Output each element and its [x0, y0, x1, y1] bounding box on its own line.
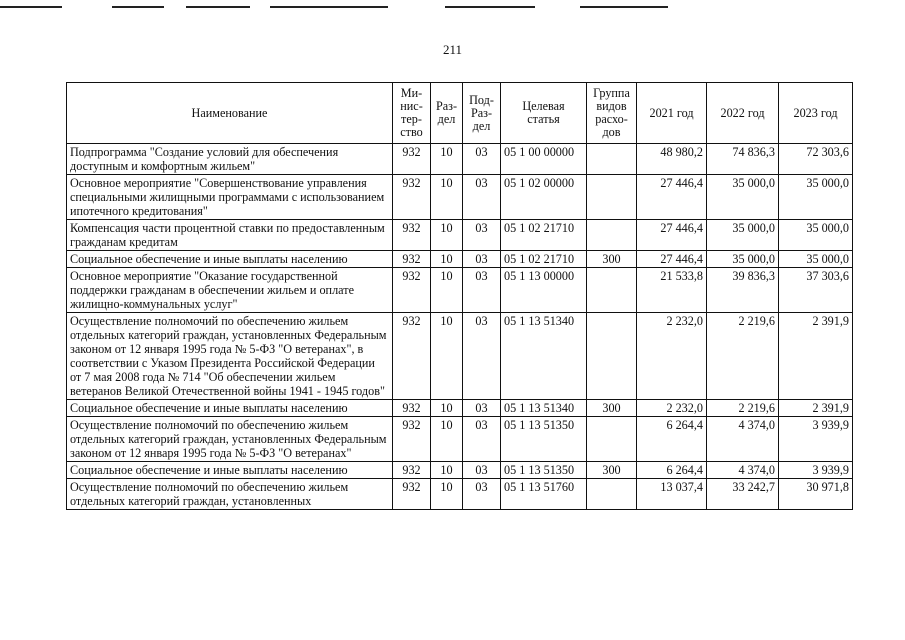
header-ministry-line: Ми- — [400, 86, 423, 100]
header-group-line: видов — [596, 99, 627, 113]
page-number: 211 — [442, 42, 463, 57]
header-ministry — [393, 83, 431, 144]
header-2021: 2021 год — [637, 83, 707, 144]
row-2022: 35 000,0 — [707, 175, 779, 220]
row-subsection: 03 — [463, 462, 501, 479]
row-2021: 2 232,0 — [637, 400, 707, 417]
header-2023: 2023 год — [779, 83, 853, 144]
row-2023: 35 000,0 — [779, 175, 853, 220]
row-ministry: 932 — [393, 313, 431, 400]
row-section: 10 — [431, 462, 463, 479]
row-section: 10 — [431, 479, 463, 510]
row-subsection: 03 — [463, 313, 501, 400]
row-section: 10 — [431, 175, 463, 220]
row-group — [587, 175, 637, 220]
row-ministry: 932 — [393, 479, 431, 510]
row-name: Социальное обеспечение и иные выплаты населению — [67, 400, 393, 417]
row-group: 300 — [587, 251, 637, 268]
row-2021: 21 533,8 — [637, 268, 707, 313]
table-row — [67, 220, 853, 251]
row-2022: 35 000,0 — [707, 220, 779, 251]
header-group-line: дов — [602, 125, 621, 139]
header-group-line: Группа — [593, 86, 630, 100]
row-target: 05 1 02 21710 — [501, 251, 587, 268]
row-name: Основное мероприятие "Оказание государственной поддержки гражданам в обеспечении жильем и оплате жилищно-коммунальных услуг" — [67, 268, 393, 313]
header-name: Наименование — [67, 83, 393, 144]
row-group — [587, 268, 637, 313]
row-target: 05 1 00 00000 — [501, 144, 587, 175]
table-row — [67, 313, 853, 400]
row-name: Осуществление полномочий по обеспечению жильем отдельных категорий граждан, установленных — [67, 479, 393, 510]
header-ministry-line: ство — [400, 125, 423, 139]
table-row — [67, 251, 853, 268]
row-ministry: 932 — [393, 251, 431, 268]
row-subsection: 03 — [463, 175, 501, 220]
table-row — [67, 479, 853, 510]
scan-rule — [186, 6, 250, 8]
row-group — [587, 313, 637, 400]
row-ministry: 932 — [393, 268, 431, 313]
row-2023: 72 303,6 — [779, 144, 853, 175]
row-2022: 2 219,6 — [707, 400, 779, 417]
table-header-row — [67, 83, 853, 144]
header-subsection-line: Под- — [469, 92, 494, 107]
row-target: 05 1 13 51350 — [501, 417, 587, 462]
row-ministry: 932 — [393, 220, 431, 251]
row-subsection: 03 — [463, 268, 501, 313]
row-group — [587, 479, 637, 510]
row-name: Подпрограмма "Создание условий для обеспечения доступным и комфортным жильем" — [67, 144, 393, 175]
row-section: 10 — [431, 144, 463, 175]
row-2022: 33 242,7 — [707, 479, 779, 510]
row-2021: 27 446,4 — [637, 220, 707, 251]
table-row — [67, 268, 853, 313]
row-subsection: 03 — [463, 417, 501, 462]
row-target: 05 1 13 51760 — [501, 479, 587, 510]
row-target: 05 1 13 51340 — [501, 313, 587, 400]
row-2023: 2 391,9 — [779, 400, 853, 417]
row-target: 05 1 02 21710 — [501, 220, 587, 251]
row-group — [587, 144, 637, 175]
row-2023: 35 000,0 — [779, 251, 853, 268]
row-2022: 74 836,3 — [707, 144, 779, 175]
row-name: Осуществление полномочий по обеспечению жильем отдельных категорий граждан, установленных Федеральным законом от 12 января 1995 года № 5-ФЗ "О ветеранах" — [67, 417, 393, 462]
row-2021: 2 232,0 — [637, 313, 707, 400]
row-group — [587, 417, 637, 462]
row-section: 10 — [431, 220, 463, 251]
row-2022: 4 374,0 — [707, 417, 779, 462]
row-ministry: 932 — [393, 400, 431, 417]
row-2021: 13 037,4 — [637, 479, 707, 510]
row-2021: 6 264,4 — [637, 417, 707, 462]
header-target-line: статья — [527, 112, 560, 126]
header-subsection — [463, 83, 501, 144]
row-2023: 3 939,9 — [779, 462, 853, 479]
scan-rule — [580, 6, 668, 8]
row-2022: 39 836,3 — [707, 268, 779, 313]
row-section: 10 — [431, 400, 463, 417]
row-ministry: 932 — [393, 175, 431, 220]
header-section — [431, 83, 463, 144]
row-2023: 30 971,8 — [779, 479, 853, 510]
row-group — [587, 220, 637, 251]
row-section: 10 — [431, 313, 463, 400]
header-section-line: дел — [437, 112, 456, 126]
row-name: Социальное обеспечение и иные выплаты населению — [67, 251, 393, 268]
table-row — [67, 462, 853, 479]
row-ministry: 932 — [393, 462, 431, 479]
row-2022: 4 374,0 — [707, 462, 779, 479]
row-group: 300 — [587, 400, 637, 417]
scan-rule — [112, 6, 164, 8]
row-ministry: 932 — [393, 144, 431, 175]
scan-rule — [445, 6, 535, 8]
row-2022: 2 219,6 — [707, 313, 779, 400]
row-group: 300 — [587, 462, 637, 479]
header-target-line: Целевая — [522, 99, 565, 113]
row-target: 05 1 13 51340 — [501, 400, 587, 417]
row-2022: 35 000,0 — [707, 251, 779, 268]
row-name: Социальное обеспечение и иные выплаты населению — [67, 462, 393, 479]
row-subsection: 03 — [463, 479, 501, 510]
row-2021: 48 980,2 — [637, 144, 707, 175]
header-group-line: расхо- — [595, 112, 628, 126]
row-subsection: 03 — [463, 220, 501, 251]
table-row — [67, 144, 853, 175]
header-section-line: Раз- — [435, 99, 458, 113]
row-2023: 37 303,6 — [779, 268, 853, 313]
scan-rule — [0, 6, 62, 8]
row-section: 10 — [431, 417, 463, 462]
header-subsection-line: дел — [472, 118, 491, 133]
table-row — [67, 417, 853, 462]
header-subsection-line: Раз- — [470, 105, 493, 120]
row-section: 10 — [431, 268, 463, 313]
row-subsection: 03 — [463, 251, 501, 268]
row-name: Основное мероприятие "Совершенствование управления специальными жилищными программами с использованием ипотечного кредитования" — [67, 175, 393, 220]
row-2021: 27 446,4 — [637, 175, 707, 220]
row-2021: 27 446,4 — [637, 251, 707, 268]
header-ministry-line: тер- — [401, 112, 422, 126]
row-target: 05 1 13 51350 — [501, 462, 587, 479]
row-subsection: 03 — [463, 144, 501, 175]
row-ministry: 932 — [393, 417, 431, 462]
header-ministry-line: нис- — [400, 99, 423, 113]
header-target — [501, 83, 587, 144]
table-row — [67, 400, 853, 417]
row-subsection: 03 — [463, 400, 501, 417]
header-expense-group — [587, 83, 637, 144]
row-name: Осуществление полномочий по обеспечению жильем отдельных категорий граждан, установленных Федеральным законом от 12 января 1995 года № 5-ФЗ "О ветеранах", в соответствии с Указом Президента Российской Федерации от 7 мая 2008 года № 714 "Об обеспечении жильем ветеранов Великой Отечественной войны 1941 - 1945 годов" — [67, 313, 393, 400]
row-target: 05 1 13 00000 — [501, 268, 587, 313]
row-2023: 3 939,9 — [779, 417, 853, 462]
row-2021: 6 264,4 — [637, 462, 707, 479]
row-name: Компенсация части процентной ставки по предоставленным гражданам кредитам — [67, 220, 393, 251]
budget-table — [66, 82, 853, 510]
row-section: 10 — [431, 251, 463, 268]
header-2022: 2022 год — [707, 83, 779, 144]
row-target: 05 1 02 00000 — [501, 175, 587, 220]
row-2023: 2 391,9 — [779, 313, 853, 400]
row-2023: 35 000,0 — [779, 220, 853, 251]
scan-rule — [270, 6, 388, 8]
table-row — [67, 175, 853, 220]
